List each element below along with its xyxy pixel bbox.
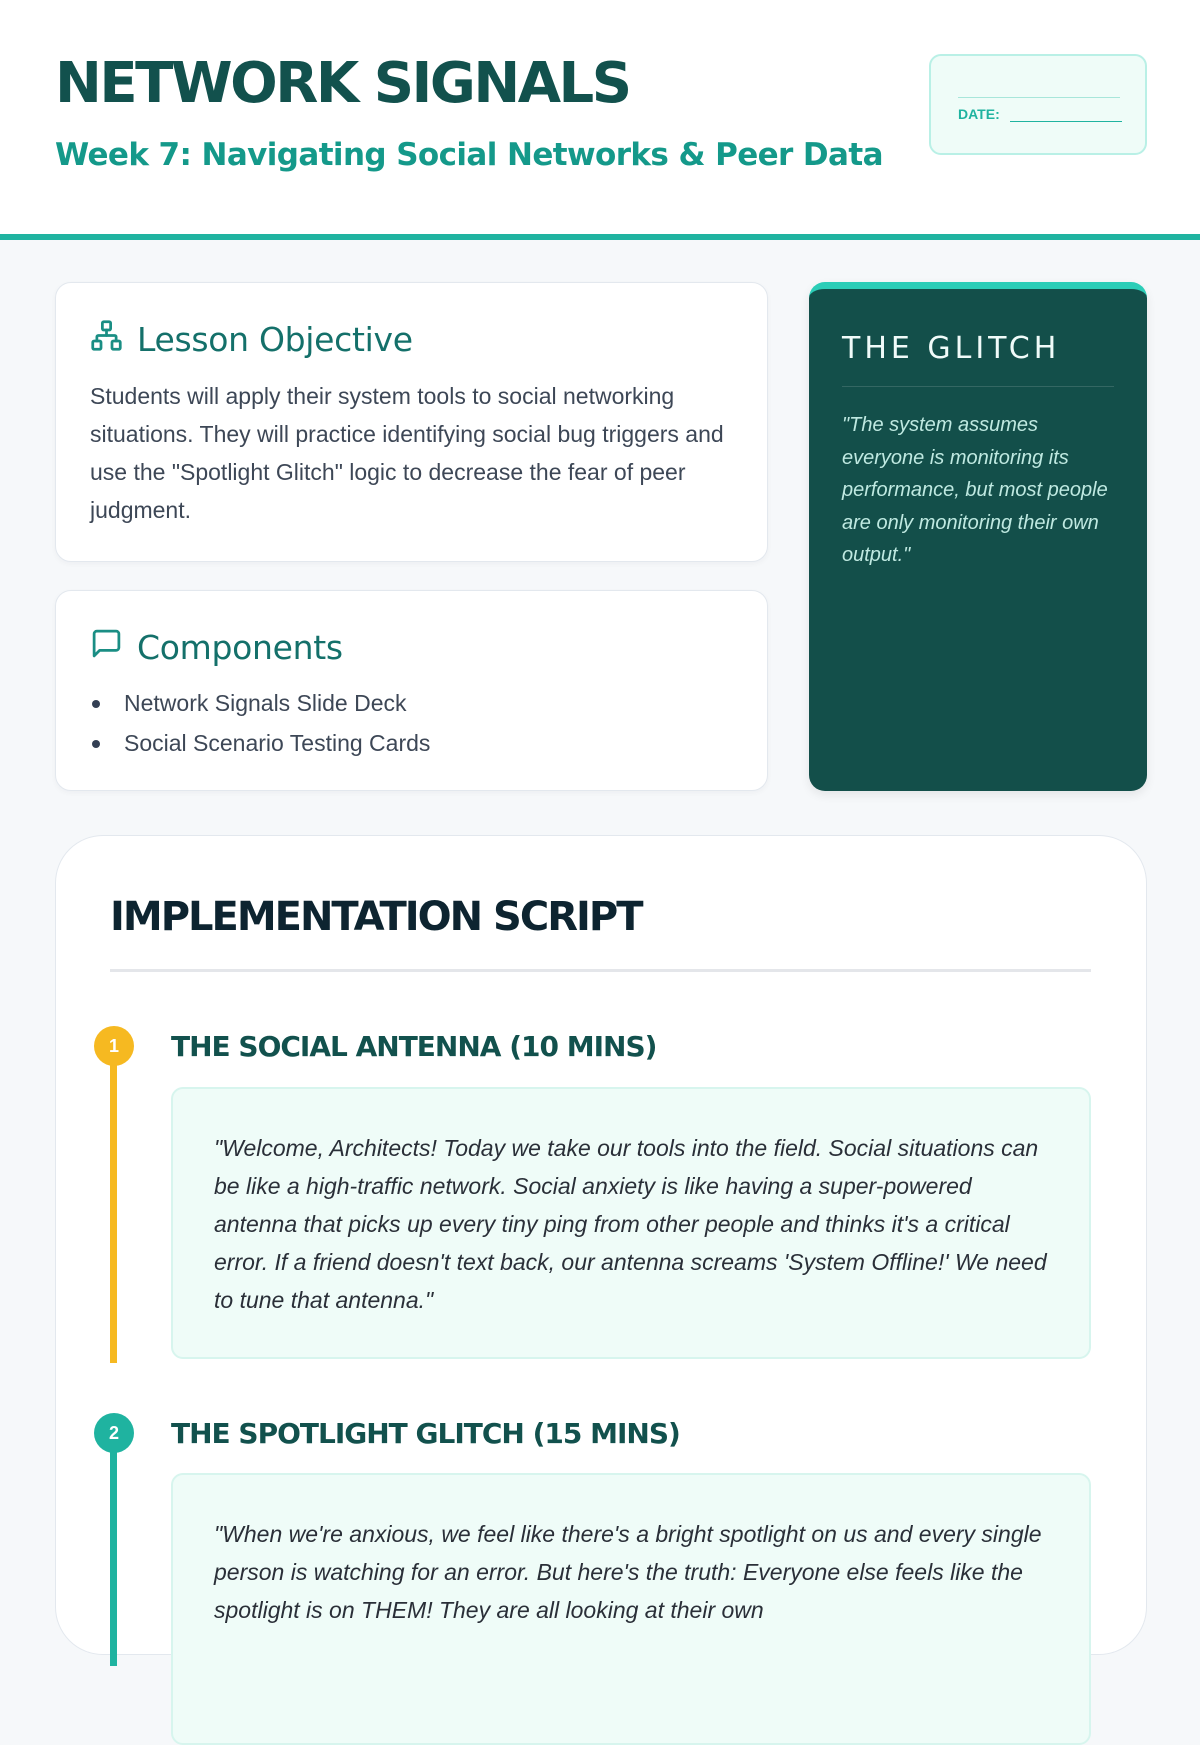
- step-2-number-badge: 2: [94, 1413, 134, 1453]
- step-1-quote: "Welcome, Architects! Today we take our tools into the field. Social situations can be like a high-traffic network. Social anxiety is like having a super-powered antenna that picks up every tiny ping from other people and thinks it's a critical error. If a friend doesn't text back, our antenna screams 'System Offline!' We need to tune that antenna.": [214, 1135, 1047, 1313]
- glitch-card: [809, 282, 1147, 791]
- message-square-icon: [90, 627, 123, 668]
- components-list: [90, 683, 430, 763]
- components-heading: [90, 627, 343, 668]
- step-2-timeline-line: [110, 1426, 117, 1666]
- step-2-title: THE SPOTLIGHT GLITCH (15 MINS): [171, 1417, 680, 1450]
- date-box: [929, 54, 1147, 155]
- page-title: NETWORK SIGNALS: [55, 51, 630, 116]
- date-label: DATE:: [958, 106, 1000, 122]
- components-card: [55, 590, 768, 791]
- glitch-title: THE GLITCH: [842, 331, 1061, 366]
- implementation-script-panel: [55, 835, 1147, 1655]
- lesson-objective-title: Lesson Objective: [137, 320, 413, 359]
- step-1-script-box: [171, 1087, 1091, 1359]
- implementation-script-title: IMPLEMENTATION SCRIPT: [110, 894, 642, 940]
- network-icon: [90, 319, 123, 360]
- step-1-timeline-line: [110, 1038, 117, 1363]
- glitch-quote: "The system assumes everyone is monitoring its performance, but most people are only monitoring their own output.": [842, 414, 1108, 566]
- components-title: Components: [137, 628, 343, 667]
- lesson-objective-text: Students will apply their system tools to social networking situations. They will practice identifying social bug triggers and use the "Spotlight Glitch" logic to decrease the fear of peer judgment.: [90, 383, 724, 523]
- step-1-title: THE SOCIAL ANTENNA (10 MINS): [171, 1030, 657, 1063]
- step-2-quote: "When we're anxious, we feel like there's a bright spotlight on us and every single person is watching for an error. But here's the truth: Everyone else feels like the spotlight is on THEM! They are all looking at their own: [214, 1521, 1042, 1623]
- date-input-line[interactable]: [1010, 121, 1122, 122]
- page-subtitle: Week 7: Navigating Social Networks & Peer Data: [55, 137, 883, 173]
- page-header: [0, 0, 1200, 240]
- lesson-objective-heading: [90, 319, 413, 360]
- lesson-objective-card: [55, 282, 768, 562]
- script-divider: [110, 969, 1091, 972]
- step-1-number-badge: 1: [94, 1026, 134, 1066]
- list-item: Network Signals Slide Deck: [90, 683, 430, 723]
- step-2-script-box: [171, 1473, 1091, 1745]
- date-divider: [958, 97, 1120, 98]
- glitch-divider: [842, 386, 1114, 387]
- list-item: Social Scenario Testing Cards: [90, 723, 430, 763]
